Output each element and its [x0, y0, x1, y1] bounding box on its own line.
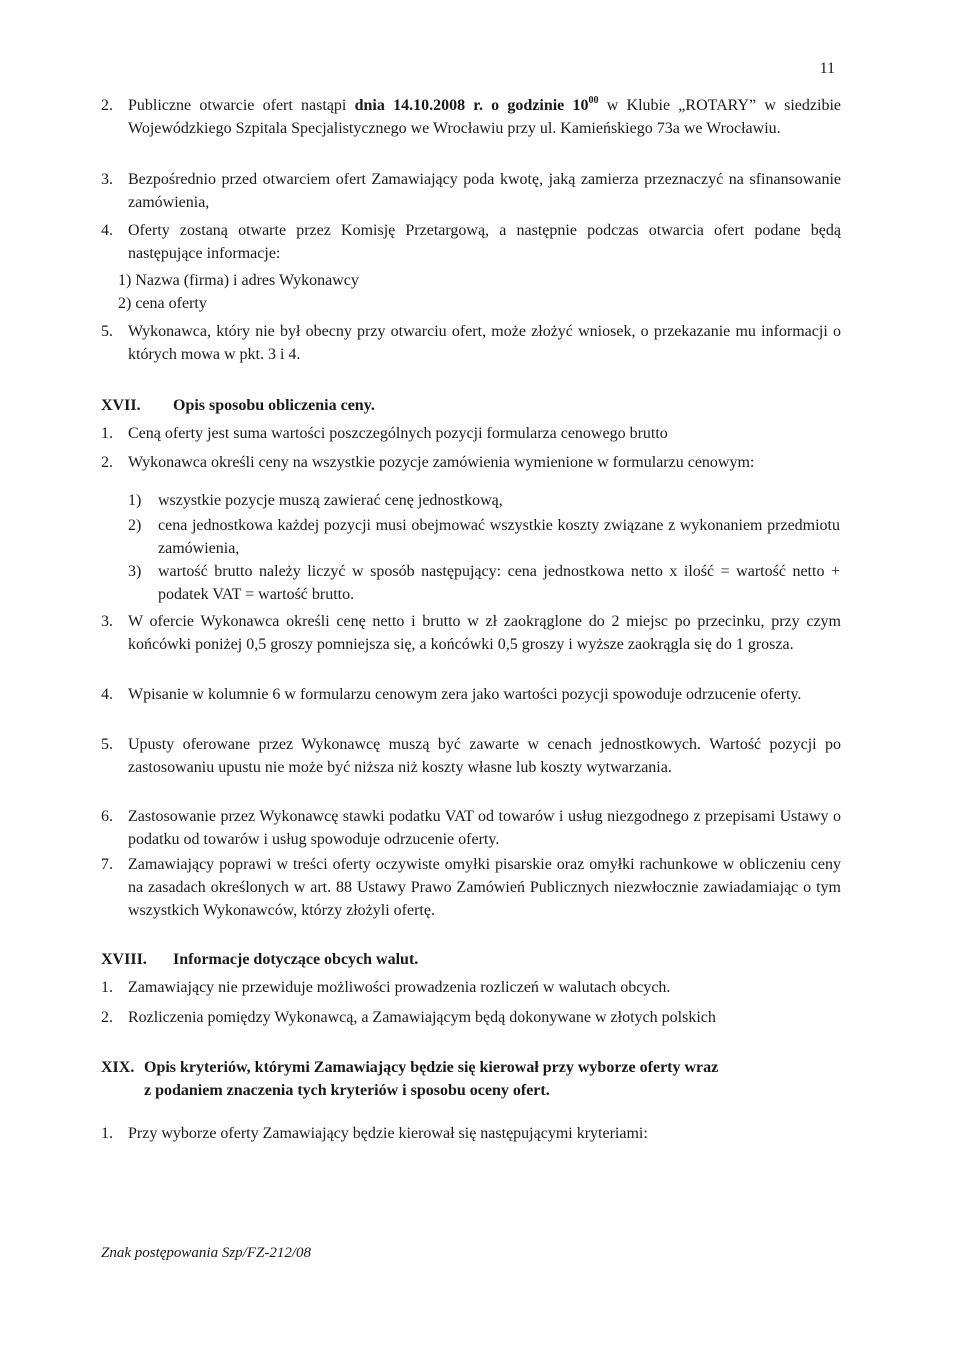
item-text: Zamawiający poprawi w treści oferty oczywiste omyłki pisarskie oraz omyłki rachunkowe w obliczeniu ceny na zasadach określonych w art. 88 Ustawy Prawo Zamówień Publicznych niezwłocznie zawiadamiając o tym wszystkich Wykonawców, którzy złożyli ofertę.	[128, 856, 841, 919]
item-text: Wykonawca, który nie był obecny przy otwarciu ofert, może złożyć wniosek, o przekazanie mu informacji o których mowa w pkt. 3 i 4.	[128, 323, 841, 363]
section-heading	[101, 948, 841, 971]
list-item	[101, 94, 841, 140]
section-roman-number: XVIII.	[101, 951, 147, 968]
item-number: 2)	[128, 517, 142, 534]
item-text: Wykonawca określi ceny na wszystkie pozycje zamówienia wymienione w formularzu cenowym:	[128, 454, 755, 471]
list-item	[101, 805, 841, 851]
list-item	[101, 976, 841, 999]
item-number: 1)	[118, 272, 132, 289]
item-number: 1.	[101, 425, 113, 442]
sub-list-item	[128, 560, 840, 606]
list-item	[101, 320, 841, 366]
section-title: Opis sposobu obliczenia ceny.	[173, 397, 375, 414]
list-item	[101, 451, 841, 474]
list-item	[101, 168, 841, 214]
list-item	[101, 733, 841, 779]
section-roman-number: XIX.	[101, 1059, 135, 1076]
item-number: 1.	[101, 1125, 113, 1142]
opening-date: dnia 14.10.2008 r. o godzinie 10	[354, 97, 589, 114]
item-number: 1)	[128, 492, 142, 509]
item-text: Oferty zostaną otwarte przez Komisję Przetargową, a następnie podczas otwarcia ofert podane będą następujące informacje:	[128, 222, 841, 262]
item-number: 1.	[101, 979, 113, 996]
item-number: 6.	[101, 808, 113, 825]
opening-minutes: 00	[588, 95, 599, 106]
item-number: 2.	[101, 97, 113, 114]
item-text: Publiczne otwarcie ofert nastąpi	[128, 97, 355, 114]
sub-list-item	[101, 292, 841, 315]
item-number: 2.	[101, 1009, 113, 1026]
item-number: 5.	[101, 736, 113, 753]
section-heading	[101, 394, 841, 417]
item-number: 3.	[101, 613, 113, 630]
section-title: Informacje dotyczące obcych walut.	[173, 951, 419, 968]
section-heading	[101, 1056, 841, 1102]
list-item	[101, 853, 841, 922]
list-item	[101, 683, 841, 706]
item-number: 2)	[118, 295, 132, 312]
item-number: 3)	[128, 563, 142, 580]
item-text: cena jednostkowa każdej pozycji musi obejmować wszystkie koszty związane z wykonaniem przedmiotu zamówienia,	[158, 517, 840, 557]
section-title: Opis kryteriów, którymi Zamawiający będzie się kierował przy wyborze oferty wraz	[144, 1059, 719, 1076]
item-text: Wpisanie w kolumnie 6 w formularzu cenowym zera jako wartości pozycji spowoduje odrzucenie oferty.	[128, 686, 802, 703]
item-number: 5.	[101, 323, 113, 340]
item-text: Zamawiający nie przewiduje możliwości prowadzenia rozliczeń w walutach obcych.	[128, 979, 671, 996]
list-item	[101, 422, 841, 445]
item-number: 3.	[101, 171, 113, 188]
item-text: wartość brutto należy liczyć w sposób następujący: cena jednostkowa netto x ilość = wartość netto + podatek VAT = wartość brutto.	[158, 563, 840, 603]
item-text: w Klubie „ROTARY” w siedzibie Wojewódzkiego Szpitala Specjalistycznego we Wrocławiu przy ul. Kamieńskiego 73a we Wrocławiu.	[128, 97, 841, 137]
list-item	[101, 1122, 841, 1145]
item-text: Przy wyborze oferty Zamawiający będzie kierował się następującymi kryteriami:	[128, 1125, 648, 1142]
item-text: cena oferty	[135, 295, 207, 312]
item-number: 2.	[101, 454, 113, 471]
page-number: 11	[819, 60, 835, 77]
item-number: 4.	[101, 686, 113, 703]
item-text: Upusty oferowane przez Wykonawcę muszą być zawarte w cenach jednostkowych. Wartość pozycji po zastosowaniu upustu nie może być niższa niż koszty własne lub koszty wytwarzania.	[128, 736, 841, 776]
list-item	[101, 219, 841, 265]
item-text: Nazwa (firma) i adres Wykonawcy	[135, 272, 359, 289]
section-title-continued: z podaniem znaczenia tych kryteriów i sposobu oceny ofert.	[144, 1082, 550, 1099]
item-text: Ceną oferty jest suma wartości poszczególnych pozycji formularza cenowego brutto	[128, 425, 668, 442]
list-item	[101, 610, 841, 656]
item-text: W ofercie Wykonawca określi cenę netto i brutto w zł zaokrąglone do 2 miejsc po przecinku, przy czym końcówki poniżej 0,5 groszy pomniejsza się, a końcówki 0,5 groszy i wyższe zaokrągla się do 1 grosza.	[128, 613, 841, 653]
item-text: wszystkie pozycje muszą zawierać cenę jednostkową,	[158, 492, 503, 509]
item-number: 4.	[101, 222, 113, 239]
footer-reference: Znak postępowania Szp/FZ-212/08	[101, 1245, 312, 1261]
item-text: Rozliczenia pomiędzy Wykonawcą, a Zamawiającym będą dokonywane w złotych polskich	[128, 1009, 716, 1026]
sub-list-item	[128, 489, 840, 512]
item-number: 7.	[101, 856, 113, 873]
section-roman-number: XVII.	[101, 397, 141, 414]
item-text: Zastosowanie przez Wykonawcę stawki podatku VAT od towarów i usług niezgodnego z przepisami Ustawy o podatku od towarów i usług spowoduje odrzucenie oferty.	[128, 808, 841, 848]
sub-list-item	[101, 269, 841, 292]
item-text: Bezpośrednio przed otwarciem ofert Zamawiający poda kwotę, jaką zamierza przeznaczyć na sfinansowanie zamówienia,	[128, 171, 841, 211]
sub-list-item	[128, 514, 840, 560]
list-item	[101, 1006, 841, 1029]
